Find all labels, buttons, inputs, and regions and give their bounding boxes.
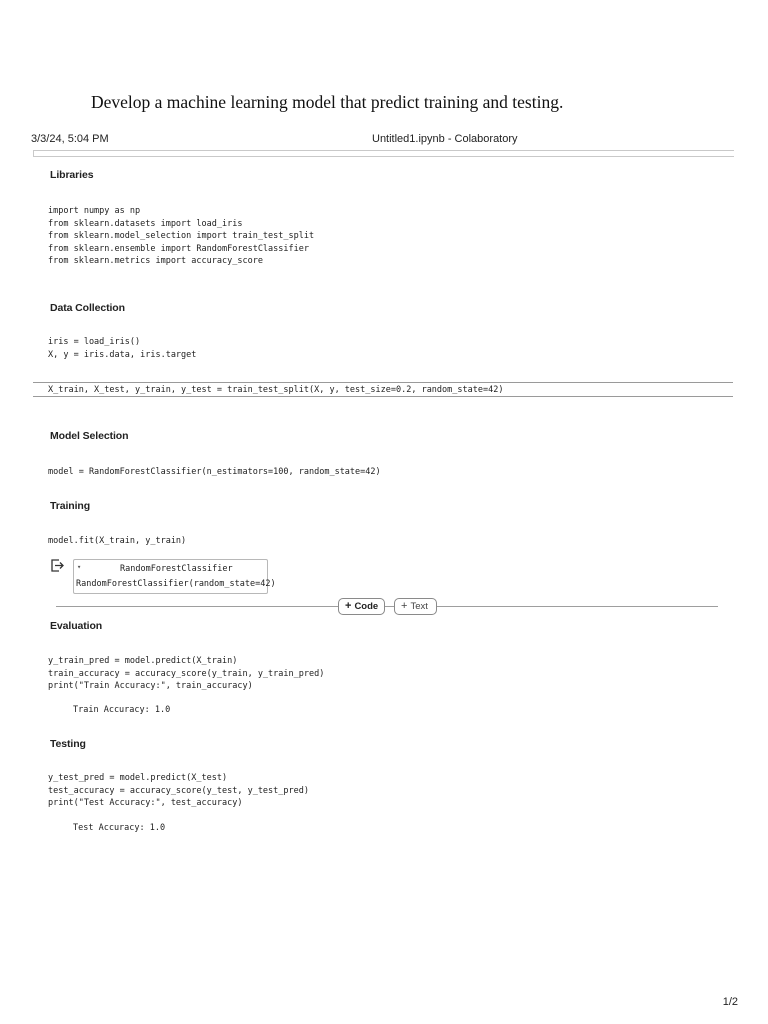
model-output-header[interactable] (74, 561, 267, 576)
print-date: 3/3/24, 5:04 PM (31, 133, 109, 145)
output-arrow-icon[interactable] (50, 559, 64, 572)
chevron-down-icon[interactable]: ▾ (77, 563, 82, 571)
page-number: 1/2 (722, 996, 738, 1008)
heading-training: Training (50, 500, 91, 512)
code-cell-libraries[interactable]: import numpy as np from sklearn.datasets import load_iris from sklearn.model_selection import train_test_split from sklearn.ensemble import RandomForestClassifier from sklearn.metrics import accuracy_score (48, 206, 315, 266)
code-cell-testing[interactable]: y_test_pred = model.predict(X_test) test_accuracy = accuracy_score(y_test, y_test_pred) print("Test Accuracy:", test_accuracy) (48, 773, 309, 808)
code-cell-split[interactable]: X_train, X_test, y_train, y_test = train_test_split(X, y, test_size=0.2, random_state=42) (48, 385, 504, 395)
output-testing: Test Accuracy: 1.0 (73, 823, 166, 833)
plus-icon: + (401, 600, 408, 612)
code-cell-model-selection[interactable]: model = RandomForestClassifier(n_estimators=100, random_state=42) (48, 467, 381, 477)
add-code-label: Code (354, 601, 379, 612)
plus-icon: + (345, 600, 352, 612)
heading-evaluation: Evaluation (50, 620, 103, 632)
output-evaluation: Train Accuracy: 1.0 (73, 705, 171, 715)
add-text-label: Text (410, 601, 428, 612)
model-output-box[interactable] (73, 559, 276, 594)
code-cell-training[interactable]: model.fit(X_train, y_train) (48, 536, 187, 546)
add-code-cell-button[interactable] (338, 598, 385, 615)
heading-libraries: Libraries (50, 169, 94, 181)
heading-testing: Testing (50, 738, 86, 750)
code-cell-data-collection[interactable]: iris = load_iris() X, y = iris.data, iris.target (48, 337, 197, 360)
heading-model-selection: Model Selection (50, 430, 129, 442)
print-tab-title: Untitled1.ipynb - Colaboratory (372, 133, 518, 145)
code-cell-split-active[interactable] (33, 382, 733, 397)
add-cell-divider (56, 606, 718, 607)
notebook-top-border (33, 150, 734, 157)
add-text-cell-button[interactable] (394, 598, 437, 615)
model-output-repr: RandomForestClassifier(random_state=42) (76, 579, 276, 589)
code-cell-evaluation[interactable]: y_train_pred = model.predict(X_train) train_accuracy = accuracy_score(y_train, y_train_pred) print("Train Accuracy:", train_accuracy) (48, 656, 325, 691)
page-title: Develop a machine learning model that predict training and testing. (91, 92, 564, 112)
model-output-name: RandomForestClassifier (120, 564, 233, 574)
heading-data-collection: Data Collection (50, 302, 125, 314)
